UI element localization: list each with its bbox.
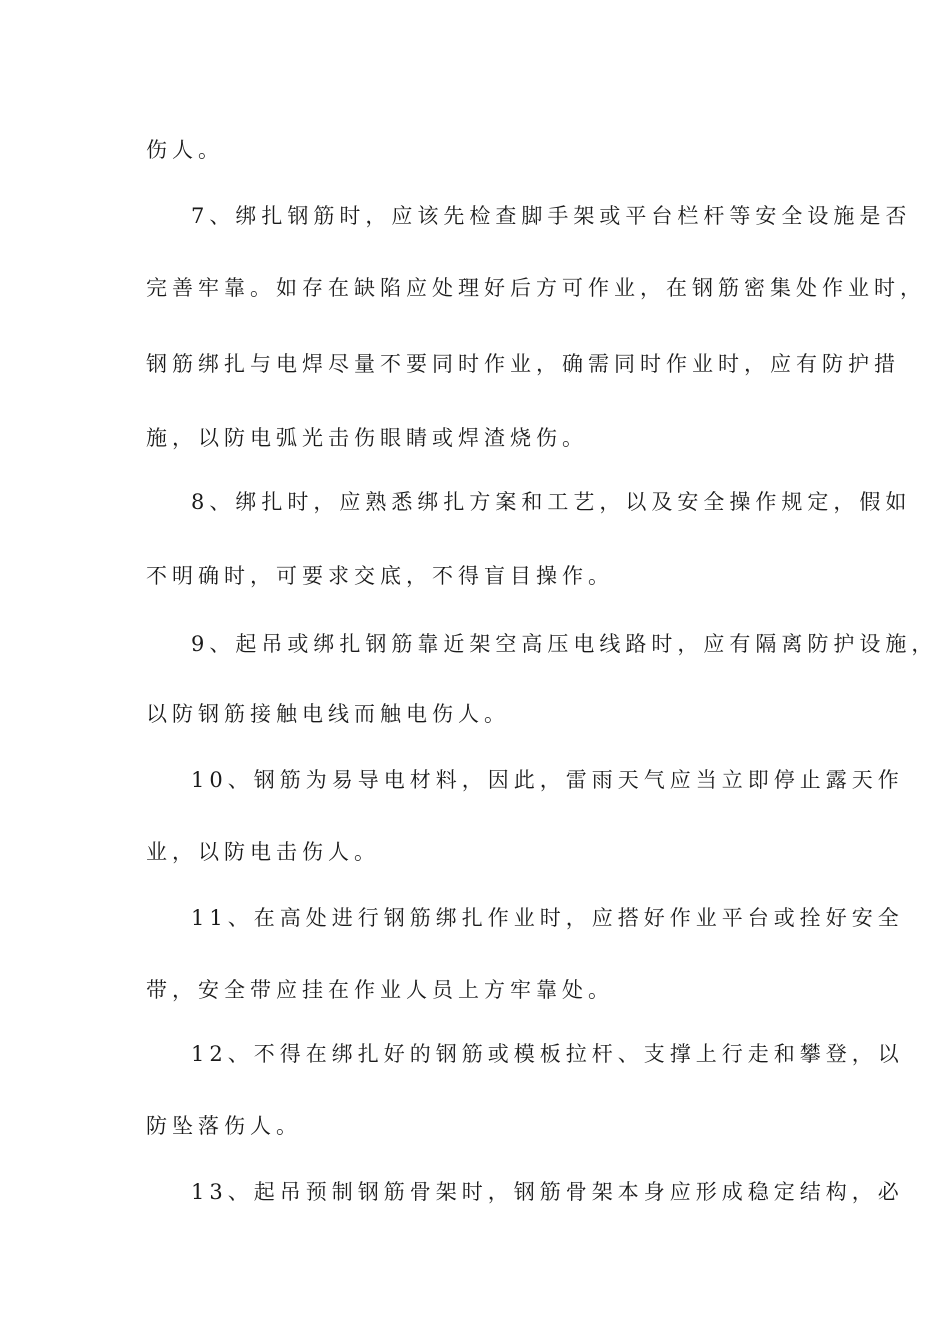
text-line [0,832,950,872]
line-text: 带，安全带应挂在作业人员上方牢靠处。 [146,978,614,1002]
line-text: 业，以防电击伤人。 [146,840,380,864]
line-text: 8、绑扎时，应熟悉绑扎方案和工艺，以及安全操作规定，假如 [191,490,912,514]
line-text: 完善牢靠。如存在缺陷应处理好后方可作业，在钢筋密集处作业时， [146,276,926,300]
text-line [0,196,950,236]
text-line [0,970,950,1010]
line-text: 11、在高处进行钢筋绑扎作业时，应搭好作业平台或拴好安全 [191,906,904,930]
text-line [0,898,950,938]
text-line [0,624,950,664]
text-line [0,130,950,170]
text-line [0,694,950,734]
text-line [0,482,950,522]
text-line [0,268,950,308]
line-text: 10、钢筋为易导电材料，因此，雷雨天气应当立即停止露天作 [191,768,904,792]
line-text: 12、不得在绑扎好的钢筋或模板拉杆、支撑上行走和攀登，以 [191,1042,904,1066]
text-line [0,1034,950,1074]
text-line [0,344,950,384]
line-text: 不明确时，可要求交底，不得盲目操作。 [146,564,614,588]
line-text: 伤人。 [146,138,224,162]
line-text: 7、绑扎钢筋时，应该先检查脚手架或平台栏杆等安全设施是否 [191,204,912,228]
text-line [0,1106,950,1146]
text-line [0,556,950,596]
line-text: 以防钢筋接触电线而触电伤人。 [146,702,510,726]
line-text: 9、起吊或绑扎钢筋靠近架空高压电线路时，应有隔离防护设施， [191,632,938,656]
text-line [0,760,950,800]
text-line [0,1172,950,1212]
text-line [0,418,950,458]
line-text: 13、起吊预制钢筋骨架时，钢筋骨架本身应形成稳定结构，必 [191,1180,904,1204]
line-text: 施，以防电弧光击伤眼睛或焊渣烧伤。 [146,426,588,450]
line-text: 防坠落伤人。 [146,1114,302,1138]
line-text: 钢筋绑扎与电焊尽量不要同时作业，确需同时作业时，应有防护措 [146,352,900,376]
